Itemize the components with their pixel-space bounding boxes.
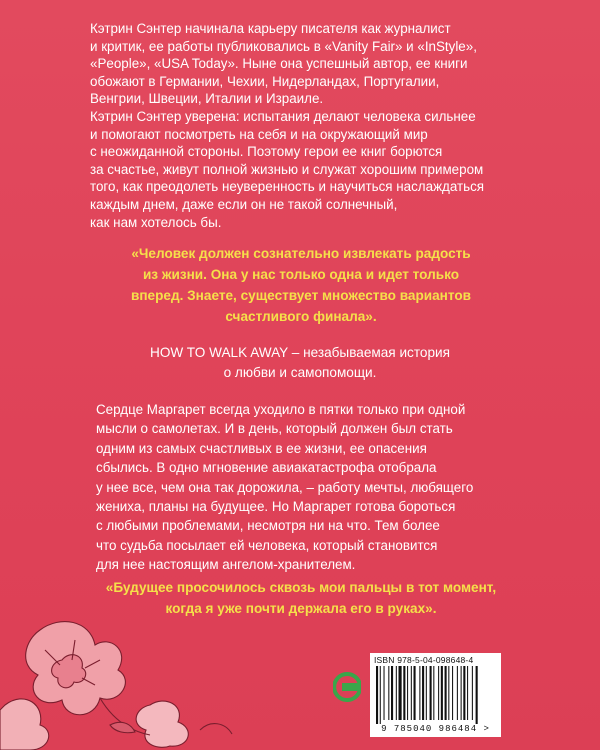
tagline-line: о любви и самопомощи. bbox=[223, 365, 377, 380]
bio-line: как нам хотелось бы. bbox=[90, 214, 222, 230]
book-description bbox=[96, 400, 516, 575]
quote-line: «Будущее просочилось сквозь мои пальцы в тот момент, bbox=[105, 580, 497, 595]
description-line: у нее все, чем она так дорожила, – работу мечты, любящего bbox=[96, 479, 474, 495]
bio-line: с неожиданной стороны. Поэтому герои ее книг борются bbox=[90, 144, 443, 160]
tagline-line: HOW TO WALK AWAY – незабываемая история bbox=[150, 345, 450, 360]
bio-line: Кэтрин Сэнтер начинала карьеру писателя как журналист bbox=[90, 21, 451, 36]
quote-line: счастливого финала». bbox=[225, 309, 377, 324]
quote-line: вперед. Знаете, существует множество вариантов bbox=[130, 288, 472, 303]
description-line: жениха, планы на будущее. Но Маргарет готова бороться bbox=[96, 499, 456, 515]
description-line: сбылись. В одно мгновение авиакатастрофа отобрала bbox=[96, 460, 437, 476]
quote-line: когда я уже почти держала его в руках». bbox=[165, 601, 437, 616]
description-line: для нее настоящим ангелом-хранителем. bbox=[96, 557, 356, 573]
description-line: с любыми проблемами, несмотря ни на что. Тем более bbox=[96, 518, 440, 534]
bio-line: обожают в Германии, Чехии, Нидерландах, Португалии, bbox=[90, 73, 440, 89]
quote-line: «Человек должен сознательно извлекать радость bbox=[131, 246, 471, 261]
quote-line: из жизни. Она у нас только одна и идет только bbox=[142, 267, 460, 282]
description-line: одним из самых счастливых в ее жизни, ее опасения bbox=[96, 440, 427, 456]
description-line: что судьба посылает ей человека, который становится bbox=[96, 537, 438, 553]
description-line: мысли о самолетах. И в день, который должен был стать bbox=[96, 421, 453, 437]
bio-line: «People», «USA Today». Ныне она успешный автор, ее книги bbox=[90, 56, 468, 72]
tagline bbox=[100, 343, 500, 383]
bio-line: каждым днем, даже если он не такой солнечный, bbox=[90, 196, 398, 212]
flower-illustration bbox=[0, 610, 240, 750]
barcode bbox=[376, 666, 495, 724]
bio-line: и критик, ее работы публиковались в «Vanity Fair» и «InStyle», bbox=[90, 38, 477, 54]
bio-line: Венгрии, Швеции, Италии и Израиле. bbox=[90, 91, 324, 107]
barcode-number: 9 785040 986484 > bbox=[381, 724, 490, 734]
barcode-panel bbox=[370, 653, 501, 737]
author-bio bbox=[90, 20, 530, 231]
pull-quote-1 bbox=[96, 243, 506, 327]
bio-line: Кэтрин Сэнтер уверена: испытания делают человека сильнее bbox=[90, 108, 476, 124]
bio-line: за счастье, живут полной жизнью и служат хорошим примером bbox=[90, 161, 484, 177]
description-line: Сердце Маргарет всегда уходило в пятки только при одной bbox=[96, 402, 466, 417]
eksmo-logo-icon bbox=[333, 672, 361, 702]
isbn-label: ISBN 978-5-04-098648-4 bbox=[374, 655, 474, 665]
bio-line: того, как преодолеть неуверенность и научиться наслаждаться bbox=[90, 179, 485, 195]
bio-line: и помогают посмотреть на себя и на окружающий мир bbox=[90, 126, 428, 142]
